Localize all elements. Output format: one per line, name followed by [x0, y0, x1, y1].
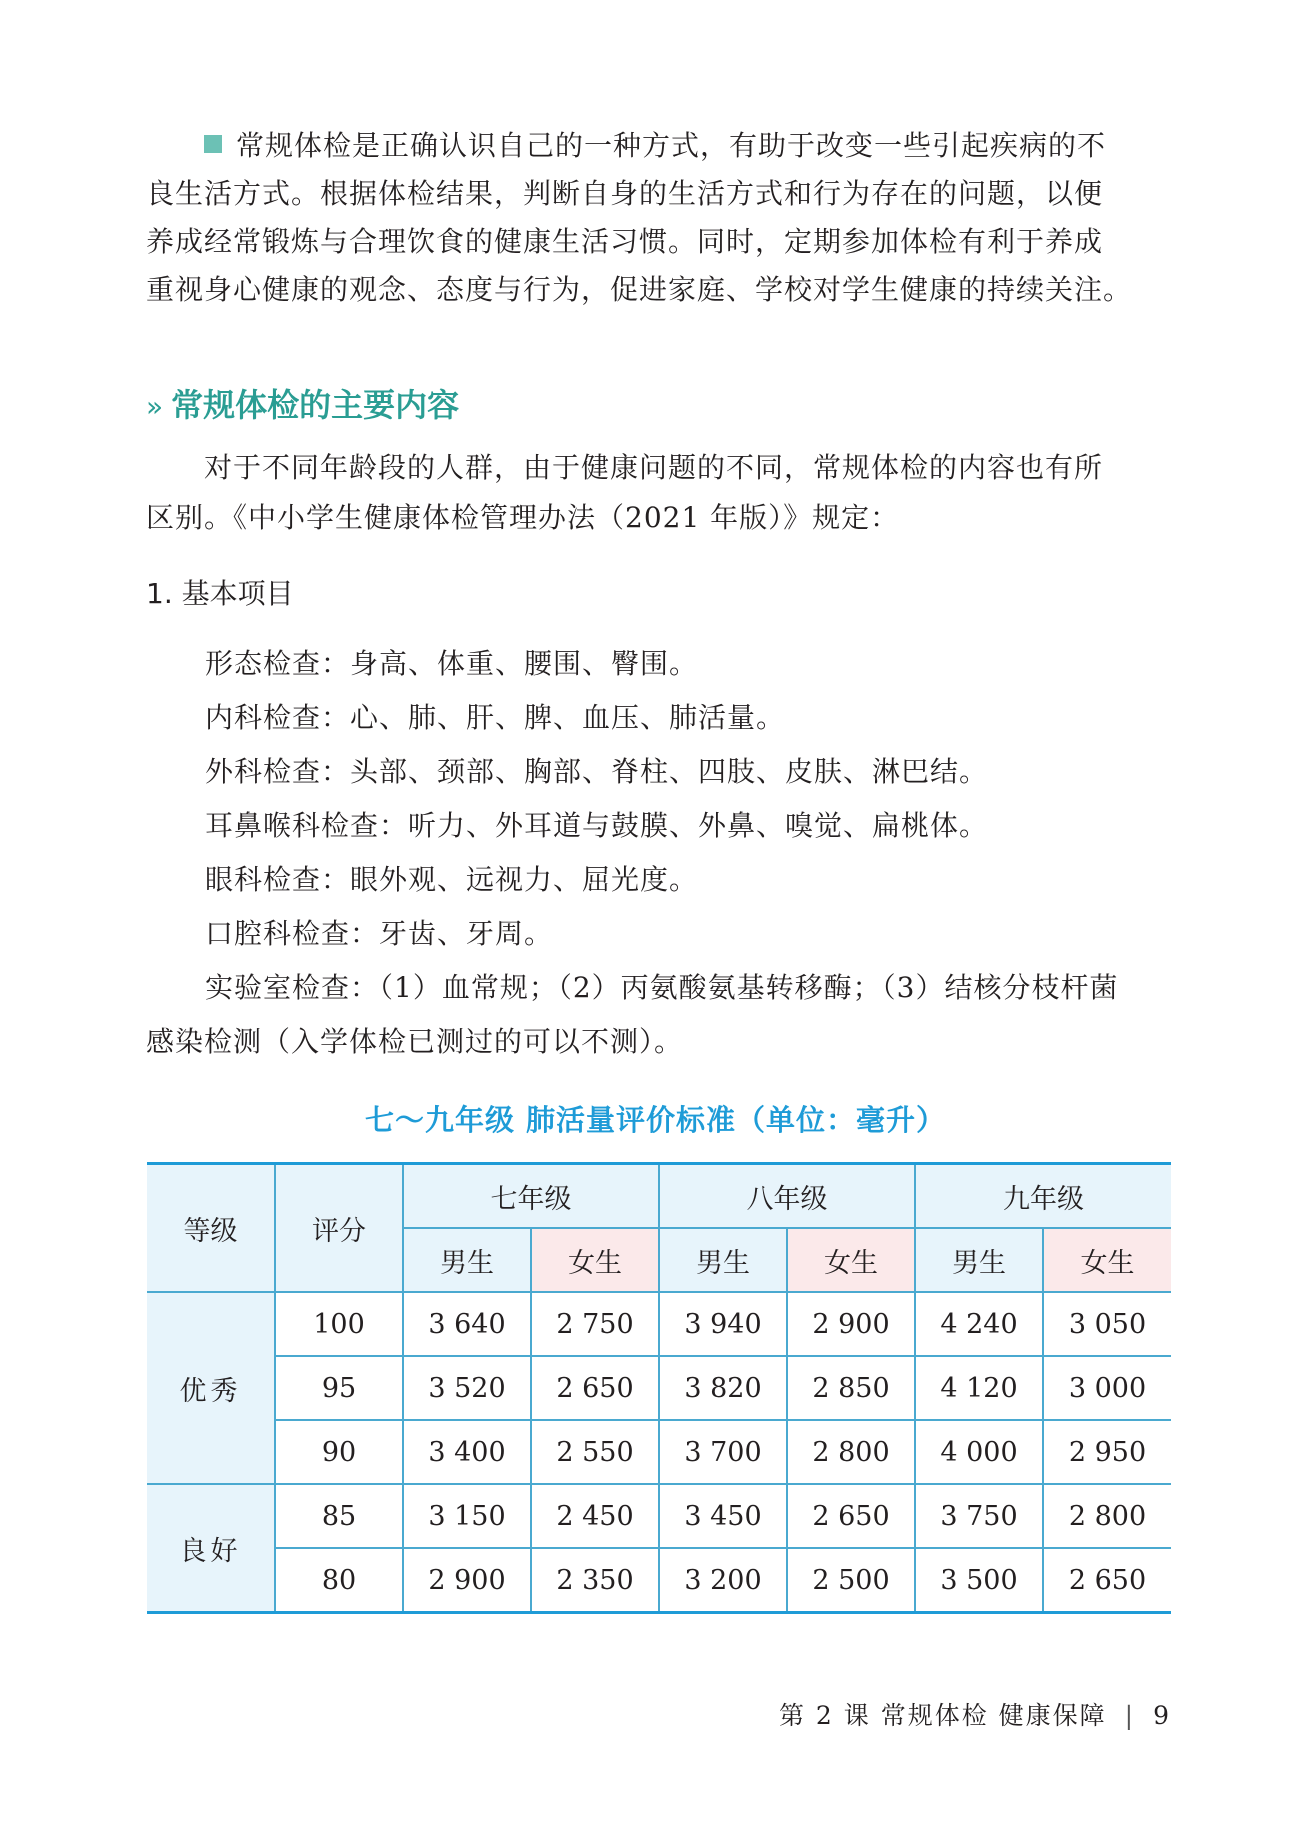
value-cell: 3 940	[659, 1292, 787, 1356]
lab-check-line-1: 实验室检查：（1）血常规；（2）丙氨酸氨基转移酶；（3）结核分枝杆菌	[205, 971, 1119, 1004]
value-cell: 2 950	[1043, 1420, 1171, 1484]
page-number: 9	[1153, 1701, 1171, 1730]
value-cell: 3 750	[915, 1484, 1043, 1548]
header-female: 女生	[787, 1228, 915, 1292]
intro-line-1: 常规体检是正确认识自己的一种方式，有助于改变一些引起疾病的不	[204, 118, 1106, 174]
header-female: 女生	[531, 1228, 659, 1292]
value-cell: 4 240	[915, 1292, 1043, 1356]
value-cell: 3 820	[659, 1356, 787, 1420]
value-cell: 2 800	[1043, 1484, 1171, 1548]
list-item: 耳鼻喉科检查：听力、外耳道与鼓膜、外鼻、嗅觉、扁桃体。	[205, 809, 989, 842]
footer-divider: |	[1124, 1701, 1136, 1730]
page-footer	[779, 1696, 1171, 1732]
lab-check-line-2: 感染检测（入学体检已测过的可以不测）。	[146, 1025, 684, 1058]
list-item: 内科检查：心、肺、肝、脾、血压、肺活量。	[205, 701, 786, 734]
value-cell: 3 700	[659, 1420, 787, 1484]
score-cell: 95	[275, 1356, 403, 1420]
intro-line-3: 养成经常锻炼与合理饮食的健康生活习惯。同时，定期参加体检有利于养成	[146, 225, 1104, 258]
value-cell: 3 200	[659, 1548, 787, 1613]
value-cell: 4 000	[915, 1420, 1043, 1484]
value-cell: 3 050	[1043, 1292, 1171, 1356]
value-cell: 3 150	[403, 1484, 531, 1548]
value-cell: 2 500	[787, 1548, 915, 1613]
score-cell: 90	[275, 1420, 403, 1484]
chevron-icon: »	[146, 390, 164, 423]
value-cell: 3 000	[1043, 1356, 1171, 1420]
value-cell: 3 640	[403, 1292, 531, 1356]
value-cell: 2 550	[531, 1420, 659, 1484]
basic-items-heading: 1. 基本项目	[146, 577, 294, 610]
value-cell: 2 650	[531, 1356, 659, 1420]
intro-line-4: 重视身心健康的观念、态度与行为，促进家庭、学校对学生健康的持续关注。	[146, 273, 1133, 306]
value-cell: 2 750	[531, 1292, 659, 1356]
section-para-line-1: 对于不同年龄段的人群，由于健康问题的不同，常规体检的内容也有所	[204, 451, 1104, 484]
header-year-8: 八年级	[659, 1164, 915, 1229]
value-cell: 2 850	[787, 1356, 915, 1420]
square-bullet-icon	[204, 135, 222, 153]
score-cell: 80	[275, 1548, 403, 1613]
footer-lesson-title: 第 2 课 常规体检 健康保障	[778, 1701, 1107, 1730]
list-item: 口腔科检查：牙齿、牙周。	[205, 917, 554, 950]
value-cell: 3 500	[915, 1548, 1043, 1613]
list-item: 眼科检查：眼外观、远视力、屈光度。	[205, 863, 699, 896]
intro-line-2: 良生活方式。根据体检结果，判断自身的生活方式和行为存在的问题，以便	[146, 177, 1104, 210]
value-cell: 2 650	[787, 1484, 915, 1548]
table-header-row	[147, 1164, 1171, 1229]
header-female: 女生	[1043, 1228, 1171, 1292]
grade-cell: 良好	[147, 1484, 275, 1613]
header-year-9: 九年级	[915, 1164, 1171, 1229]
score-cell: 100	[275, 1292, 403, 1356]
list-item: 外科检查：头部、颈部、胸部、脊柱、四肢、皮肤、淋巴结。	[205, 755, 989, 788]
value-cell: 2 350	[531, 1548, 659, 1613]
value-cell: 2 650	[1043, 1548, 1171, 1613]
header-male: 男生	[915, 1228, 1043, 1292]
header-male: 男生	[403, 1228, 531, 1292]
value-cell: 2 800	[787, 1420, 915, 1484]
value-cell: 2 450	[531, 1484, 659, 1548]
value-cell: 2 900	[787, 1292, 915, 1356]
section-heading: » 常规体检的主要内容	[146, 386, 460, 424]
value-cell: 2 900	[403, 1548, 531, 1613]
value-cell: 3 400	[403, 1420, 531, 1484]
score-cell: 85	[275, 1484, 403, 1548]
grade-cell: 优秀	[147, 1292, 275, 1484]
table-row	[147, 1420, 1171, 1484]
table-caption: 七～九年级 肺活量评价标准（单位：毫升）	[364, 1103, 947, 1137]
table-row	[147, 1356, 1171, 1420]
table-row	[147, 1292, 1171, 1356]
list-item: 形态检查：身高、体重、腰围、臀围。	[205, 647, 699, 680]
table-row	[147, 1548, 1171, 1613]
value-cell: 3 450	[659, 1484, 787, 1548]
header-male: 男生	[659, 1228, 787, 1292]
table-row	[147, 1484, 1171, 1548]
header-grade: 等级	[147, 1164, 275, 1293]
value-cell: 3 520	[403, 1356, 531, 1420]
value-cell: 4 120	[915, 1356, 1043, 1420]
header-year-7: 七年级	[403, 1164, 659, 1229]
section-para-line-2: 区别。《中小学生健康体检管理办法（2021 年版）》规定：	[146, 501, 900, 534]
header-score: 评分	[275, 1164, 403, 1293]
vital-capacity-table	[147, 1162, 1171, 1614]
